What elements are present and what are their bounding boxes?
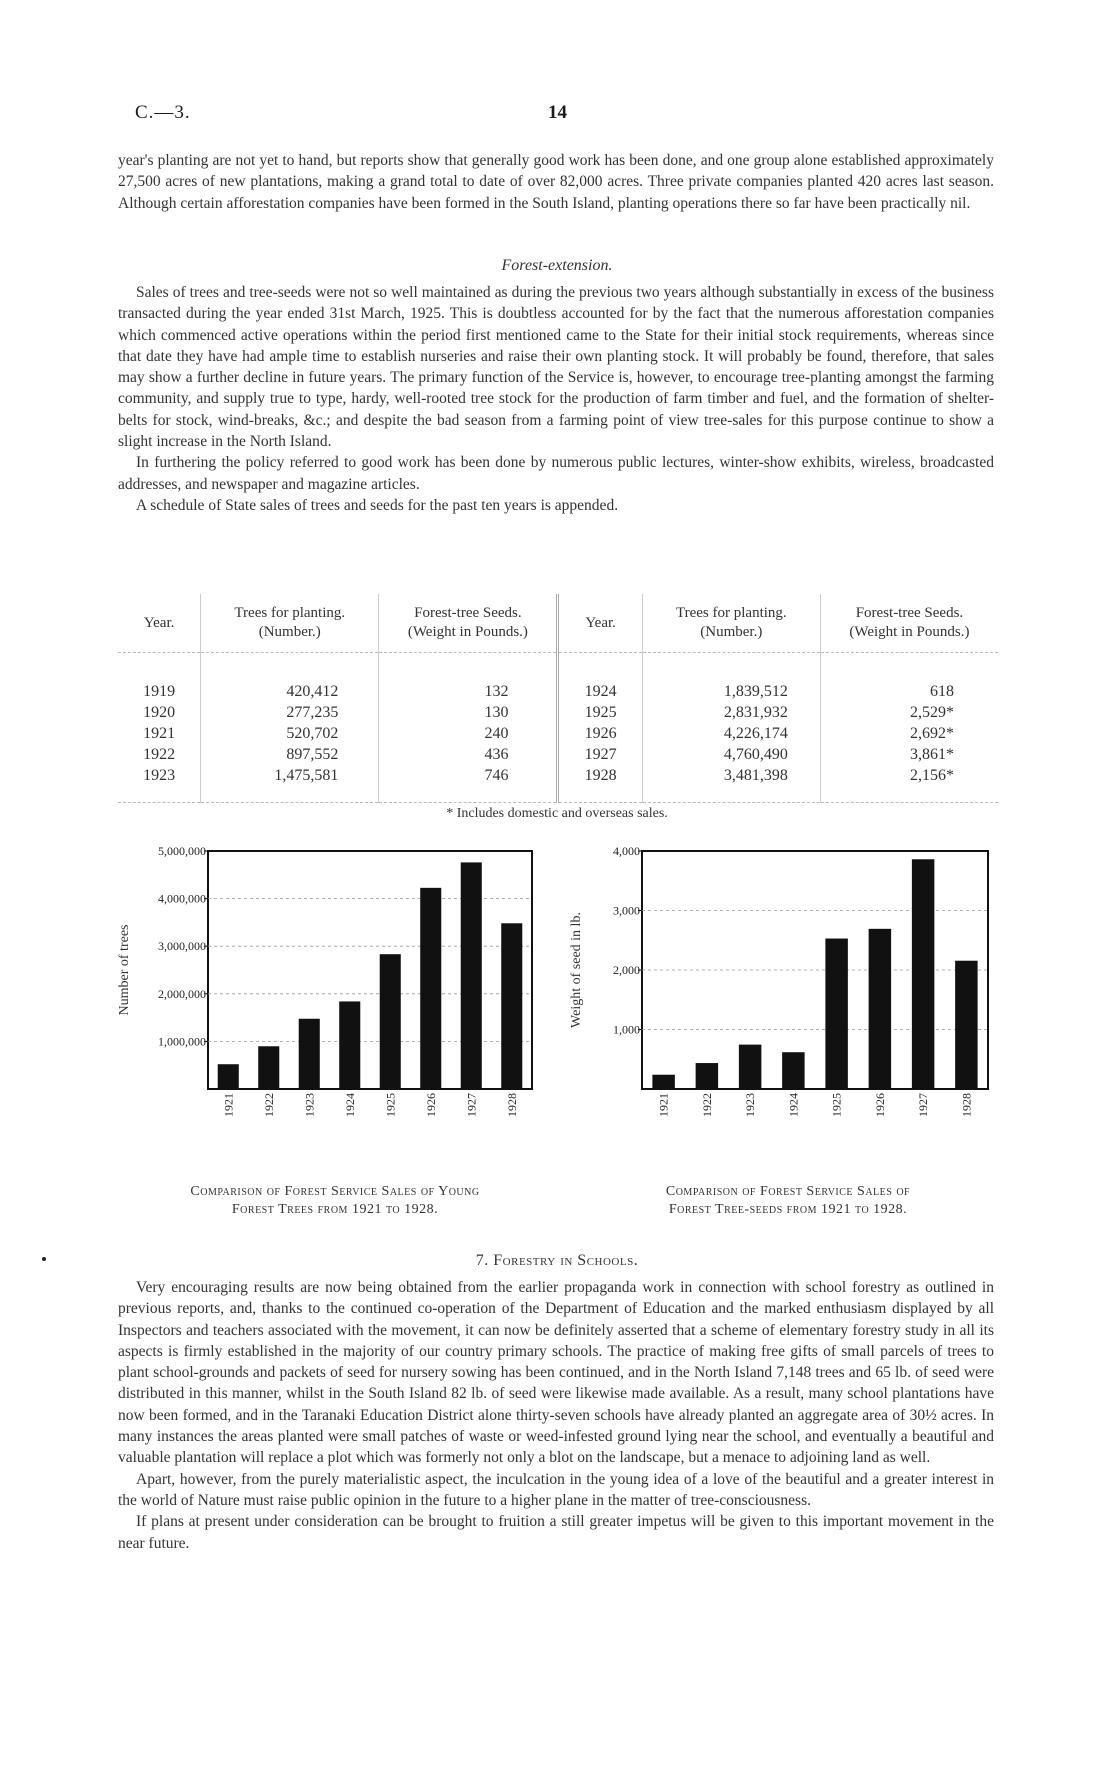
bar (218, 1064, 239, 1089)
x-tick-label: 1926 (872, 1093, 887, 1117)
y-tick-label: 2,000 (613, 963, 640, 977)
table-row (118, 744, 998, 765)
cell-seeds: 436 (379, 744, 558, 765)
cell-trees: 1,839,512 (642, 681, 820, 702)
col-header-seeds (820, 594, 998, 653)
x-tick-label: 1923 (302, 1093, 317, 1117)
chart-seed-sales (569, 844, 998, 1175)
cell-seeds: 2,692* (910, 724, 954, 742)
cell-trees: 4,226,174 (642, 723, 820, 744)
col-header-trees (201, 594, 379, 653)
bar (782, 1052, 804, 1089)
plot-frame (208, 851, 532, 1089)
chart-caption-seeds (588, 1183, 988, 1219)
chart-tree-sales (117, 844, 542, 1175)
y-tick-label: 5,000,000 (158, 844, 206, 858)
col-header-seeds-line1: Forest-tree Seeds. (855, 605, 964, 621)
col-header-trees-line2: (Number.) (700, 624, 763, 640)
x-tick-label: 1928 (959, 1093, 974, 1117)
cell-year: 1926 (558, 723, 642, 744)
x-tick-label: 1926 (423, 1093, 438, 1117)
cell-trees: 2,831,932 (642, 702, 820, 723)
cell-seeds: 132 (379, 681, 558, 702)
x-tick-label: 1922 (699, 1093, 714, 1117)
y-tick-label: 3,000,000 (158, 939, 206, 954)
cell-year: 1928 (558, 765, 642, 803)
cell-trees: 277,235 (201, 702, 379, 723)
bar (869, 929, 891, 1089)
col-header-seeds-line1: Forest-tree Seeds. (414, 605, 522, 621)
col-header-seeds-line2: (Weight in Pounds.) (407, 624, 528, 640)
y-tick-label: 1,000 (613, 1022, 640, 1037)
col-header-trees (642, 594, 820, 653)
chart-caption-trees (135, 1183, 535, 1219)
cell-year: 1921 (118, 723, 201, 744)
x-tick-label: 1923 (743, 1093, 758, 1117)
col-header-seeds (379, 594, 558, 653)
table-row (118, 723, 998, 744)
cell-year: 1919 (118, 681, 201, 702)
cell-trees: 3,481,398 (642, 765, 820, 803)
y-tick-label: 1,000,000 (158, 1034, 206, 1049)
x-tick-label: 1921 (221, 1093, 236, 1117)
bar (652, 1075, 674, 1089)
x-tick-label: 1925 (383, 1093, 398, 1117)
bar (258, 1046, 279, 1089)
sales-table (118, 594, 998, 803)
table-spacer-row (118, 653, 998, 682)
forest-extension-text (118, 282, 994, 516)
cell-year: 1924 (558, 681, 642, 702)
paragraph: Apart, however, from the purely materialistic aspect, the inculcation in the young idea of a love of the beautiful and a greater interest in the world of Nature must raise public opinion in the future to a higher plane in the matter of tree-consciousness. (118, 1470, 994, 1509)
table-row (118, 765, 998, 803)
cell-year: 1923 (118, 765, 201, 803)
bar (339, 1001, 360, 1089)
cell-trees: 420,412 (201, 681, 379, 702)
cell-seeds: 240 (379, 723, 558, 744)
x-tick-label: 1921 (656, 1093, 671, 1117)
caption-line: Forest Trees from 1921 to 1928. (231, 1202, 439, 1217)
section-title-forestry-in-schools: 7. Forestry in Schools. (475, 1252, 639, 1269)
table-footnote: * Includes domestic and overseas sales. (446, 806, 668, 821)
x-tick-label: 1925 (829, 1093, 844, 1117)
col-header-trees-line1: Trees for planting. (675, 605, 787, 621)
caption-line: Comparison of Forest Service Sales of (665, 1184, 911, 1199)
cell-trees: 897,552 (201, 744, 379, 765)
cell-trees: 520,702 (201, 723, 379, 744)
x-tick-label: 1922 (261, 1093, 276, 1117)
bar (739, 1045, 761, 1089)
cell-year: 1925 (558, 702, 642, 723)
caption-line: Forest Tree-seeds from 1921 to 1928. (668, 1202, 908, 1217)
cell-seeds: 2,529* (910, 703, 954, 721)
col-header-trees-line2: (Number.) (258, 624, 321, 640)
y-tick-label: 3,000 (613, 903, 640, 918)
cell-seeds: 3,861* (910, 745, 954, 763)
page-number: 14 (548, 102, 567, 123)
paragraph: Sales of trees and tree-seeds were not so well maintained as during the previous two years although substantially in excess of the business transacted during the year ended 31st March, 1925. This is doubtless accounted for by the fact that the numerous afforestation companies which commenced active operations within the period first mentioned came to the State for their initial stock requirements, whereas since that date they have had ample time to establish nurseries and raise their own planting stock. It will probably be found, therefore, that sales may show a further decline in future years. The primary function of the Service is, however, to encourage tree-planting amongst the farming community, and supply true to type, hardy, well-rooted tree stock for the production of farm timber and fuel, and the formation of shelter-belts for stock, wind-breaks, &c.; and despite the bad season from a farming point of view tree-sales for this purpose continue to show a slight increase in the North Island. (118, 284, 994, 451)
caption-line: Comparison of Forest Service Sales of Young (190, 1184, 480, 1199)
paragraph: In furthering the policy referred to good work has been done by numerous public lectures, winter-show exhibits, wireless, broadcasted addresses, and newspaper and magazine articles. (118, 454, 994, 493)
y-axis-label: Number of trees (117, 924, 132, 1016)
col-header-seeds-line2: (Weight in Pounds.) (849, 624, 970, 640)
cell-trees: 4,760,490 (642, 744, 820, 765)
cell-trees: 1,475,581 (201, 765, 379, 803)
bar (825, 939, 847, 1089)
paragraph: If plans at present under consideration can be brought to fruition a still greater impetus will be given to this important movement in the near future. (118, 1513, 994, 1552)
bar (912, 859, 934, 1089)
x-tick-label: 1927 (464, 1093, 479, 1117)
cell-year: 1927 (558, 744, 642, 765)
col-header-year: Year. (558, 594, 642, 653)
intro-paragraph: year's planting are not yet to hand, but reports show that generally good work has been done, and one group alone established approximately 27,500 acres of new plantations, making a grand total to date of over 82,000 acres. Three private companies planted 420 acres last season. Although certain afforestation companies have been formed in the South Island, planting operations there so far have been practically nil. (118, 152, 994, 212)
bar (696, 1063, 718, 1089)
table-row (118, 681, 998, 702)
paragraph: Very encouraging results are now being obtained from the earlier propaganda work in connection with school forestry as outlined in previous reports, and, thanks to the continued co-operation of the Department of Education and the marked enthusiasm displayed by all Inspectors and teachers associated with the movement, it can now be definitely asserted that a scheme of elementary forestry study in all its aspects is firmly established in the majority of our country primary schools. The practice of making free gifts of small parcels of trees to plant school-grounds and packets of seed for nursery sowing has been continued, and in the North Island 7,148 trees and 65 lb. of seed were distributed in this manner, whilst in the South Island 82 lb. of seed were likewise made available. As a result, many school plantations have now been formed, and in the Taranaki Education District alone thirty-seven schools have already planted an aggregate area of 30½ acres. In many instances the areas planted were small patches of waste or weed-infested ground lying near the school, and eventually a beautiful and valuable plantation will replace a plot which was formerly not only a blot on the landscape, but a menace to adjoining land as well. (118, 1279, 994, 1467)
y-tick-label: 4,000,000 (158, 891, 206, 906)
intro-text (118, 150, 994, 214)
bar (955, 961, 977, 1089)
section-title-forest-extension: Forest-extension. (501, 257, 613, 274)
bar (380, 954, 401, 1089)
page-reference: C.—3. (135, 102, 191, 123)
x-tick-label: 1924 (342, 1093, 357, 1117)
y-tick-label: 2,000,000 (158, 986, 206, 1001)
table-row (118, 702, 998, 723)
cell-seeds: 130 (379, 702, 558, 723)
col-header-trees-line1: Trees for planting. (234, 605, 346, 621)
cell-seeds: 746 (379, 765, 558, 803)
cell-year: 1922 (118, 744, 201, 765)
forestry-schools-text (118, 1277, 994, 1554)
y-tick-label: 4,000 (613, 844, 640, 858)
y-axis-label: Weight of seed in lb. (569, 912, 584, 1028)
x-tick-label: 1928 (504, 1093, 519, 1117)
cell-seeds: 2,156* (820, 765, 998, 803)
x-tick-label: 1924 (786, 1093, 801, 1117)
cell-year: 1920 (118, 702, 201, 723)
bar (420, 888, 441, 1089)
bar (501, 923, 522, 1089)
x-tick-label: 1927 (916, 1093, 931, 1117)
col-header-year: Year. (118, 594, 201, 653)
cell-seeds: 618 (930, 682, 954, 700)
paragraph: A schedule of State sales of trees and seeds for the past ten years is appended. (136, 496, 619, 514)
bar (299, 1019, 320, 1089)
bar (461, 862, 482, 1089)
table-header-row (118, 594, 998, 653)
